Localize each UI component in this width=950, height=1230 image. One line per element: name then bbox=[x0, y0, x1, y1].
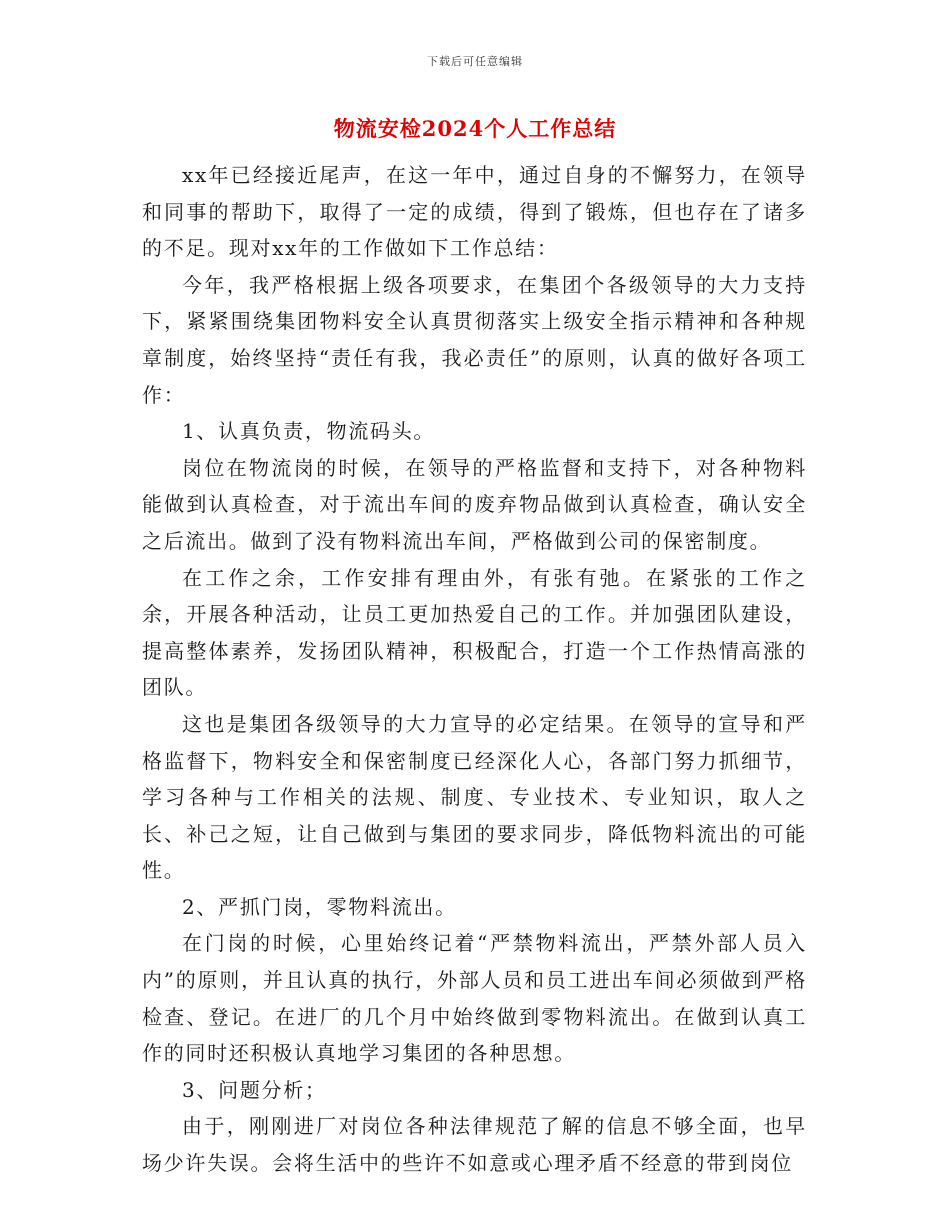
section-heading-1: 1、认真负责，物流码头。 bbox=[182, 419, 436, 444]
document-title: 物流安检2024个人工作总结 bbox=[333, 116, 617, 141]
paragraph-overview: 今年，我严格根据上级各项要求，在集团个各级领导的大力支持下，紧紧围绕集团物料安全认真贯彻落实上级安全指示精神和各种规章制度，始终坚持“责任有我，我必责任”的原则，认真的做好各项工作： bbox=[142, 272, 807, 407]
section-heading-3: 3、问题分析； bbox=[182, 1077, 327, 1102]
header-note: 下载后可任意编辑 bbox=[427, 55, 523, 68]
paragraph-gate-post: 在门岗的时候，心里始终记着“严禁物料流出，严禁外部人员入内”的原则，并且认真的执行，外部人员和员工进出车间必须做到严格检查、登记。在进厂的几个月中始终做到零物料流出。在做到认真工作的同时还积极认真地学习集团的各种思想。 bbox=[142, 931, 807, 1066]
paragraph-leadership: 这也是集团各级领导的大力宣导的必定结果。在领导的宣导和严格监督下，物料安全和保密制度已经深化人心，各部门努力抓细节，学习各种与工作相关的法规、制度、专业技术、专业知识，取人之长、补己之短，让自己做到与集团的要求同步，降低物料流出的可能性。 bbox=[142, 711, 807, 883]
paragraph-team-building: 在工作之余，工作安排有理由外，有张有弛。在紧张的工作之余，开展各种活动，让员工更加热爱自己的工作。并加强团队建设，提高整体素养，发扬团队精神，积极配合，打造一个工作热情高涨的团队。 bbox=[142, 565, 807, 700]
document-body bbox=[142, 157, 807, 1182]
paragraph-intro: xx年已经接近尾声，在这一年中，通过自身的不懈努力，在领导和同事的帮助下，取得了一定的成绩，得到了锻炼，但也存在了诸多的不足。现对xx年的工作做如下工作总结： bbox=[142, 163, 807, 261]
paragraph-problem-analysis: 由于，刚刚进厂对岗位各种法律规范了解的信息不够全面，也早场少许失误。会将生活中的些许不如意或心理矛盾不经意的带到岗位 bbox=[142, 1114, 807, 1176]
paragraph-logistics-post: 岗位在物流岗的时候，在领导的严格监督和支持下，对各种物料能做到认真检查，对于流出车间的废弃物品做到认真检查，确认安全之后流出。做到了没有物料流出车间，严格做到公司的保密制度。 bbox=[142, 455, 807, 553]
section-heading-2: 2、严抓门岗，零物料流出。 bbox=[182, 894, 457, 919]
